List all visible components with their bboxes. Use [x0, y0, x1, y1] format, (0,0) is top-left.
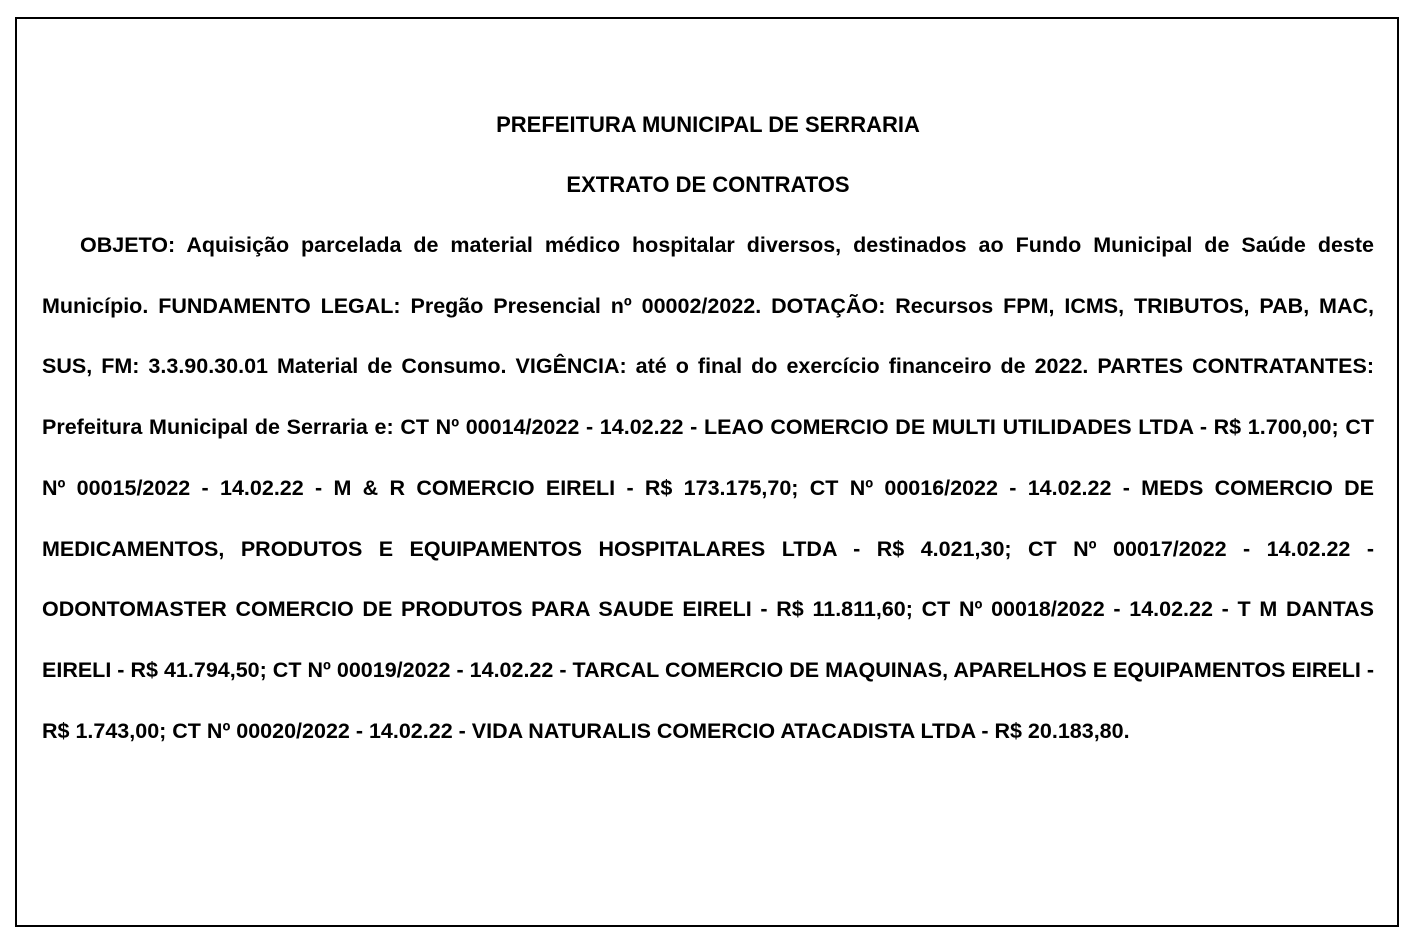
- document-subtitle: EXTRATO DE CONTRATOS: [566, 172, 850, 197]
- document-body: OBJETO: Aquisição parcelada de material médico hospitalar diversos, destinados ao Fundo Municipal de Saúde deste Município. FUNDAMENTO LEGAL: Pregão Presencial nº 00002/2022. DOTAÇÃO: Recursos FPM, ICMS, TRIBUTOS, PAB, MAC, SUS, FM: 3.3.90.30.01 Material de Consumo. VIGÊNCIA: até o final do exercício financeiro de 2022. PARTES CONTRATANTES: Prefeitura Municipal de Serraria e: CT Nº 00014/2022 - 14.02.22 - LEAO COMERCIO DE MULTI UTILIDADES LTDA - R$ 1.700,00; CT Nº 00015/2022 - 14.02.22 - M & R COMERCIO EIRELI - R$ 173.175,70; CT Nº 00016/2022 - 14.02.22 - MEDS COMERCIO DE MEDICAMENTOS, PRODUTOS E EQUIPAMENTOS HOSPITALARES LTDA - R$ 4.021,30; CT Nº 00017/2022 - 14.02.22 - ODONTOMASTER COMERCIO DE PRODUTOS PARA SAUDE EIRELI - R$ 11.811,60; CT Nº 00018/2022 - 14.02.22 - T M DANTAS EIRELI - R$ 41.794,50; CT Nº 00019/2022 - 14.02.22 - TARCAL COMERCIO DE MAQUINAS, APARELHOS E EQUIPAMENTOS EIRELI - R$ 1.743,00; CT Nº 00020/2022 - 14.02.22 - VIDA NATURALIS COMERCIO ATACADISTA LTDA - R$ 20.183,80.: [42, 233, 1374, 743]
- document-title: PREFEITURA MUNICIPAL DE SERRARIA: [496, 112, 920, 137]
- document-content: [42, 110, 1374, 761]
